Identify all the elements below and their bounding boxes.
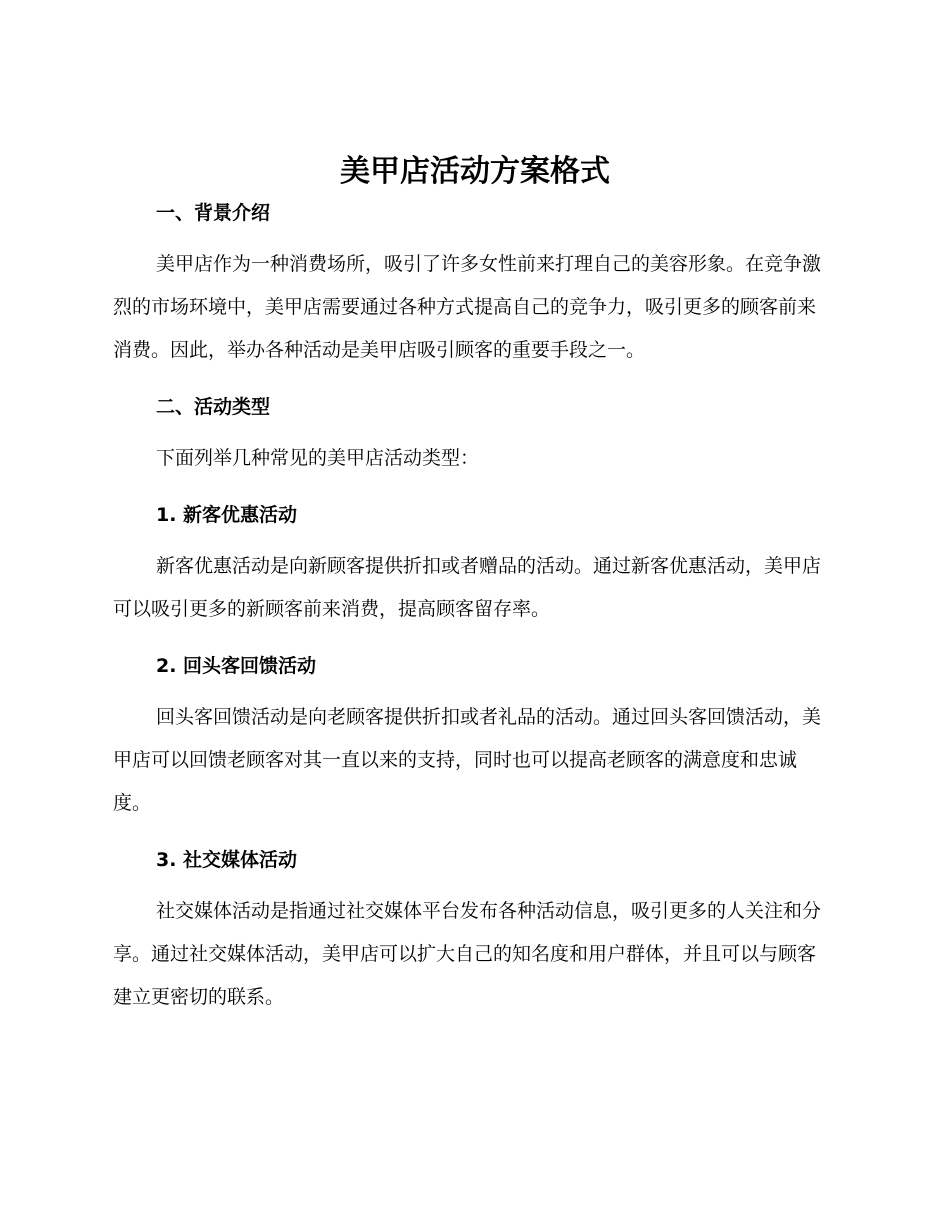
document-title: 美甲店活动方案格式 xyxy=(340,154,610,189)
section-paragraph: 美甲店作为一种消费场所，吸引了许多女性前来打理自己的美容形象。在竞争激烈的市场环境中，美甲店需要通过各种方式提高自己的竞争力，吸引更多的顾客前来消费。因此，举办各种活动是美甲店吸引顾客的重要手段之一。 xyxy=(113,253,822,361)
section-heading: 一、背景介绍 xyxy=(156,202,271,224)
section-social-media xyxy=(113,845,831,1019)
section-paragraph: 回头客回馈活动是向老顾客提供折扣或者礼品的活动。通过回头客回馈活动，美甲店可以回馈老顾客对其一直以来的支持，同时也可以提高老顾客的满意度和忠诚度。 xyxy=(113,706,822,814)
section-returning-customer xyxy=(113,651,831,825)
section-heading: 3. 社交媒体活动 xyxy=(156,849,298,871)
section-paragraph: 下面列举几种常见的美甲店活动类型： xyxy=(156,447,480,469)
section-activity-types xyxy=(113,392,831,480)
section-background xyxy=(113,198,831,372)
section-heading: 二、活动类型 xyxy=(156,396,271,418)
section-heading: 1. 新客优惠活动 xyxy=(156,504,298,526)
section-paragraph: 新客优惠活动是向新顾客提供折扣或者赠品的活动。通过新客优惠活动，美甲店可以吸引更多的新顾客前来消费，提高顾客留存率。 xyxy=(113,555,822,620)
section-paragraph: 社交媒体活动是指通过社交媒体平台发布各种活动信息，吸引更多的人关注和分享。通过社交媒体活动，美甲店可以扩大自己的知名度和用户群体，并且可以与顾客建立更密切的联系。 xyxy=(113,900,822,1008)
section-heading: 2. 回头客回馈活动 xyxy=(156,655,317,677)
section-new-customer xyxy=(113,500,831,631)
document-body xyxy=(113,198,831,1019)
